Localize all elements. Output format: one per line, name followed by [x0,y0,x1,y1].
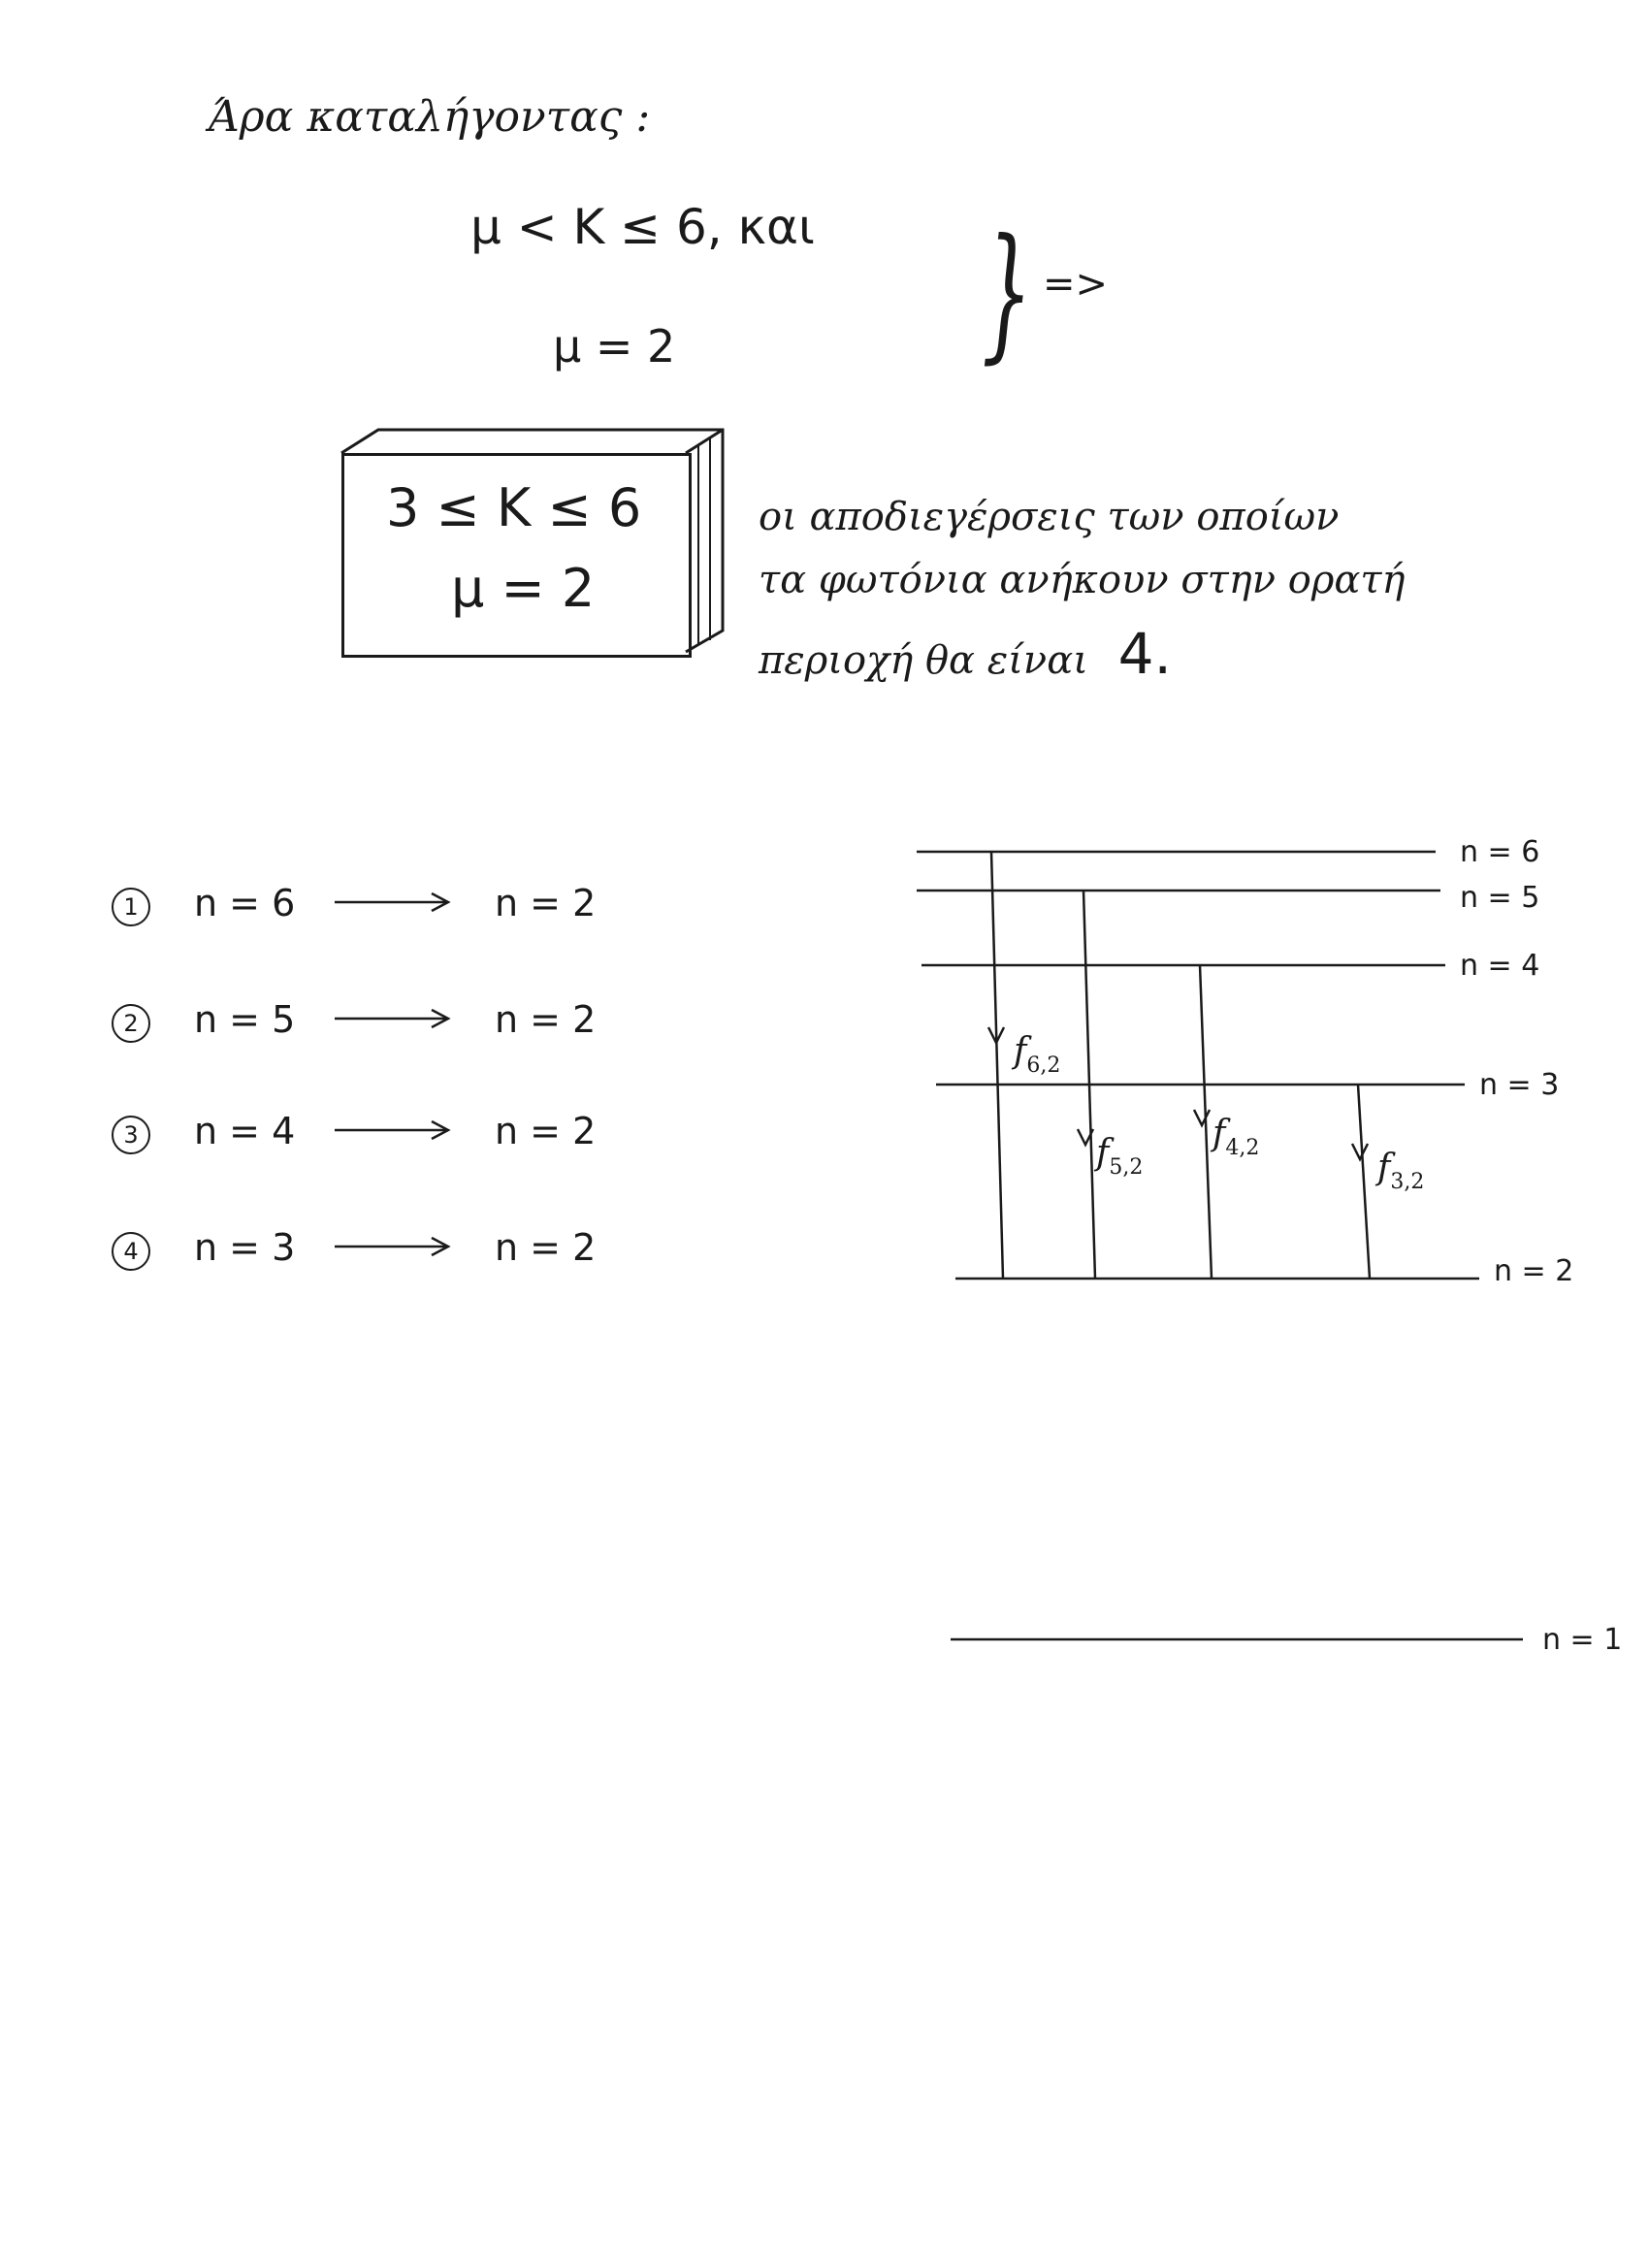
sentence-line-2: τα φωτόνια ανήκουν στην ορατή [759,558,1406,602]
sentence-line-3-text: περιοχή θα είναι [759,638,1088,683]
energy-level-label: n = 4 [1460,949,1540,983]
transition-number: 3 [112,1116,150,1154]
condition-mu: μ = 2 [553,320,676,373]
transition-arrow [991,852,1003,1279]
energy-level-label: n = 2 [1494,1254,1574,1288]
transition-arrow [1358,1085,1370,1279]
implies-arrow: => [1043,262,1109,307]
frequency-label: $f_{3,2}$ [1377,1148,1425,1194]
energy-level-label: n = 3 [1479,1068,1560,1102]
transition-number: 2 [112,1004,150,1043]
transition-to: n = 2 [495,882,597,924]
right-brace: } [982,209,1033,377]
transition-from: n = 6 [194,882,296,924]
frequency-label: $f_{5,2}$ [1096,1133,1144,1180]
frequency-label: $f_{4,2}$ [1212,1114,1260,1160]
result-range: 3 ≤ Κ ≤ 6 [386,477,642,538]
energy-level-label: n = 6 [1460,835,1540,869]
transition-number: 1 [112,888,150,926]
condition-inequality: μ < Κ ≤ 6, και [470,199,815,255]
transition-to: n = 2 [495,1226,597,1269]
arrowhead-icon [1194,1110,1210,1125]
transition-to: n = 2 [495,998,597,1041]
page-title: Άρα καταλήγοντας : [209,92,651,142]
transition-from: n = 3 [194,1226,296,1269]
sentence-line-1: οι αποδιεγέρσεις των οποίων [759,495,1340,539]
arrowhead-icon [1352,1144,1368,1159]
frequency-label: $f_{6,2}$ [1014,1031,1061,1078]
transition-from: n = 5 [194,998,296,1041]
energy-level-label: n = 1 [1542,1623,1623,1657]
sentence-answer: 4. [1117,621,1172,687]
transition-from: n = 4 [194,1110,296,1152]
transition-arrow [1200,965,1212,1279]
transition-number: 4 [112,1232,150,1271]
transition-to: n = 2 [495,1110,597,1152]
result-mu: μ = 2 [451,558,596,619]
energy-level-label: n = 5 [1460,881,1540,915]
